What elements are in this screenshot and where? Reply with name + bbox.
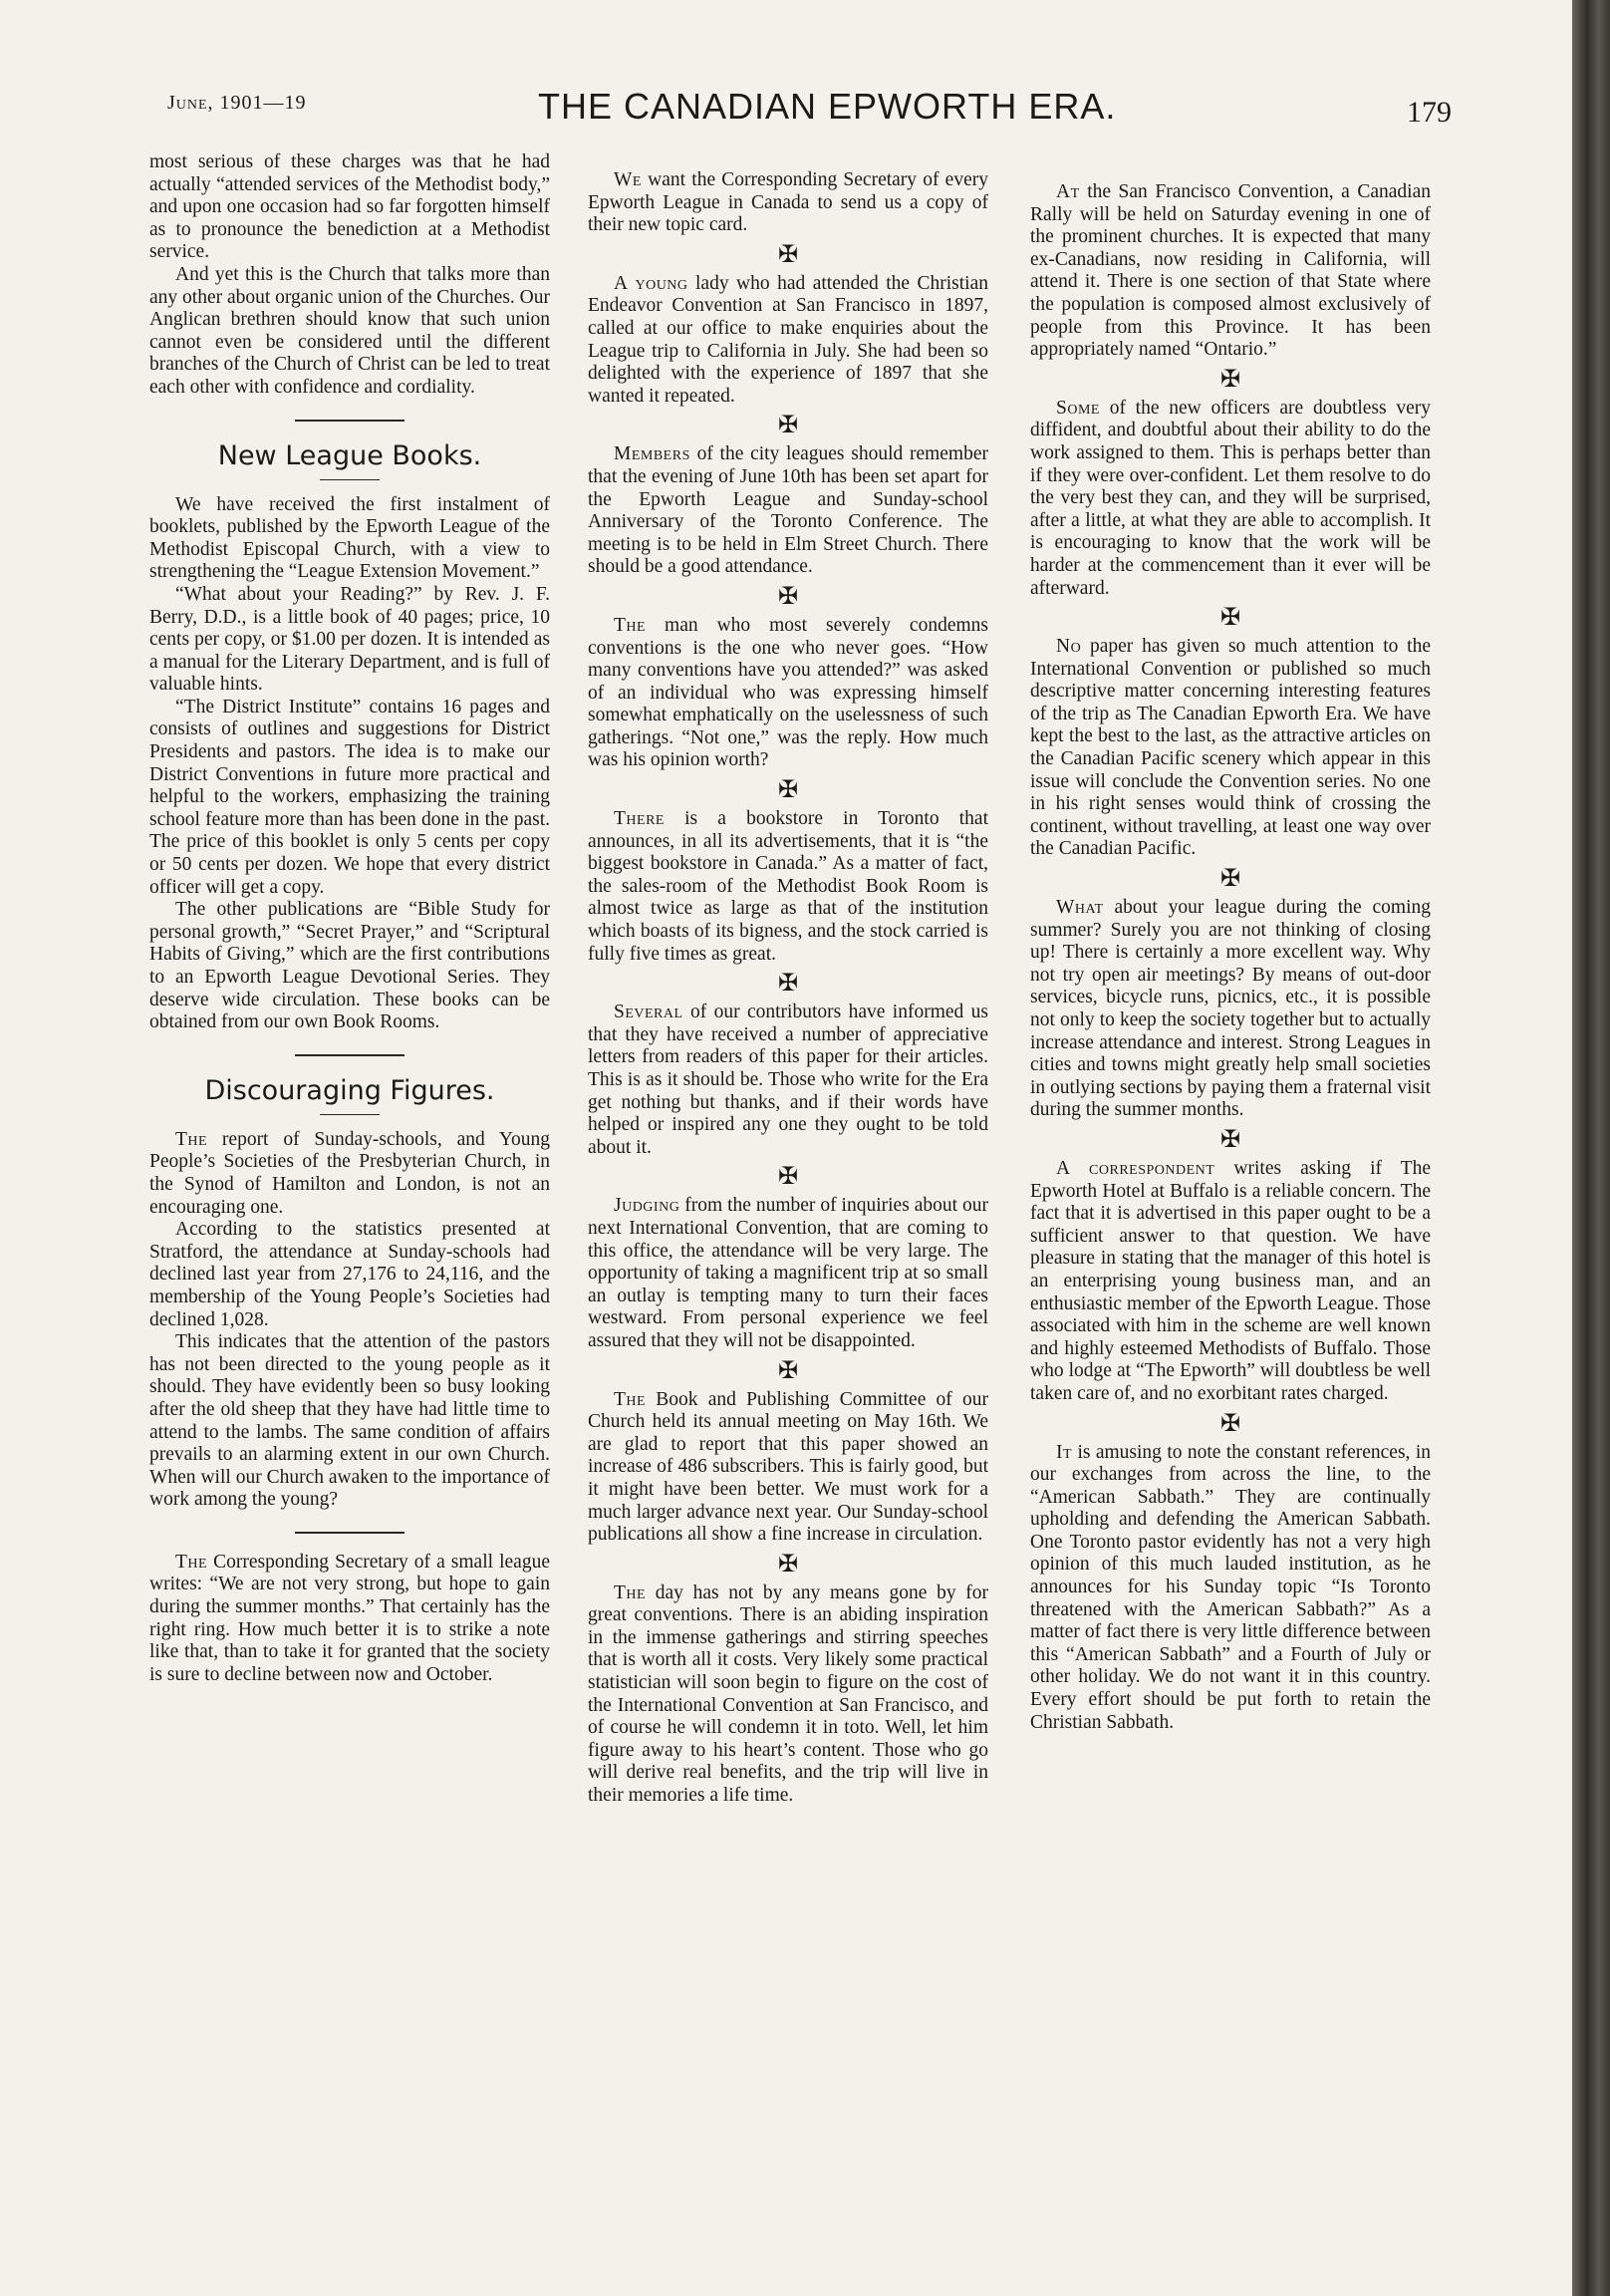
paragraph: And yet this is the Church that talks more than any other about organic union of the Churches. Our Anglican brethren should know that such union cannot even be considered until the different branches of the Church of Christ can be led to treat each other with confidence and cordiality. (149, 263, 550, 398)
paragraph (588, 273, 988, 409)
lead-word: The (175, 1551, 208, 1573)
ornament-icon: ✠ (1219, 1126, 1241, 1153)
lead-word: There (614, 808, 665, 830)
ornament-icon: ✠ (777, 777, 799, 804)
section-divider (295, 420, 404, 422)
paragraph-text: paper has given so much attention to the International Convention or published so much descriptive matter concerning interesting features of the trip as The Canadian Epworth Era. We have kept the best to the last, as the attractive articles on the Canadian Pacific scenery which appear in this issue will conclude the Convention series. No one in his right senses would think of crossing the continent, without travelling, at least one way over the Canadian Pacific. (1030, 636, 1431, 860)
lead-word: Members (614, 443, 690, 465)
lead-word: What (1056, 897, 1104, 919)
ornament-icon: ✠ (777, 1357, 799, 1384)
column-1 (149, 151, 550, 1686)
paragraph-text: the San Francisco Convention, a Canadian Rally will be held on Saturday evening in one of the prominent churches. It is expected that many ex-Canadians, now residing in California, will attend it. There is one section of that State where the population is composed almost exclusively of people from this Province. It has been appropriately named “Ontario.” (1030, 181, 1431, 361)
paragraph (1030, 1442, 1431, 1735)
paragraph-text: day has not by any means gone by for great conventions. There is an abiding inspiration in the immense gatherings and stirring speeches that is worth all it costs. Very likely some practical statistician will soon begin to figure on the cost of the International Convention at San Francisco, and of course he will condemn it in toto. Well, let him figure away to his heart’s content. Those who go will derive real benefits, and the trip will live in their memories a life time. (588, 1581, 988, 1807)
paragraph: The other publications are “Bible Study for personal growth,” “Secret Prayer,” and “Scriptural Habits of Giving,” which are the first contributions to an Epworth League Devotional Series. They deserve wide circulation. These books can be obtained from our own Book Rooms. (149, 899, 550, 1033)
ornament-icon: ✠ (777, 1164, 799, 1191)
issue-date: June, 1901—19 (167, 92, 307, 114)
paragraph (588, 1389, 988, 1547)
lead-word: It (1056, 1441, 1073, 1463)
ornament-icon: ✠ (777, 413, 799, 439)
paragraph-text: man who most severely condemns conventions is the one who never goes. “How many conventions have you attended?” was asked of an individual who was expressing himself somewhat emphatically on the uselessness of such gatherings. “Not one,” was the reply. How much was his opinion worth? (588, 614, 988, 771)
paragraph: “What about your Reading?” by Rev. J. F. Berry, D.D., is a little book of 40 pages; price, 10 cents per copy, or $1.00 per dozen. It is intended as a manual for the Literary Department, and is full of valuable hints. (149, 583, 550, 696)
paragraph-text: lady who had attended the Christian Endeavor Convention at San Francisco in 1897, called at our office to make enquiries about the League trip to California in July. She had been so delighted with the experience of 1897 that she wanted it repeated. (588, 272, 988, 407)
lead-word: The (614, 1581, 647, 1603)
paragraph-text: of the city leagues should remember that the evening of June 10th has been set apart for the Epworth League and Sunday-school Anniversary of the Toronto Conference. The meeting is to be held in Elm Street Church. There should be a good attendance. (588, 443, 988, 578)
lead-word: The (614, 1388, 647, 1410)
column-2 (588, 169, 988, 1808)
lead-word: At (1056, 181, 1080, 202)
paragraph: most serious of these charges was that he had actually “attended services of the Methodist body,” and upon one occasion had so far forgotten himself as to pronounce the benediction at a Methodist service. (149, 151, 550, 263)
paragraph (149, 1552, 550, 1687)
paragraph-text: of the new officers are doubtless very diffident, and doubtful about their ability to do the work assigned to them. This is perhaps better than if they were over-confident. Let them resolve to do the very best they can, and they will be surprised, after a little, at what they are able to accomplish. It is encouraging to know that the work will be harder at the commencement than it ever will be afterward. (1030, 397, 1431, 599)
paragraph-text: is amusing to note the constant references, in our exchanges from across the line, to the “American Sabbath.” They are continually upholding and defending the American Sabbath. One Toronto pastor evidently has not a very high opinion of this much lauded institution, as he announces for his Sunday topic “Is Toronto threatened with the American Sabbath?” As a matter of fact there is very little difference between this “American Sabbath” and a Fourth of July or other holiday. We do not want it in this country. Every effort should be put forth to retain the Christian Sabbath. (1030, 1441, 1431, 1733)
paragraph-text: Book and Publishing Committee of our Church held its annual meeting on May 16th. We are glad to report that this paper showed an increase of 486 subscribers. This is fairly good, but it might have been better. We must work for a much larger advance next year. Our Sunday-school publications all show a fine increase in circulation. (588, 1388, 988, 1546)
ornament-icon: ✠ (777, 971, 799, 998)
lead-word: We (614, 169, 642, 190)
paragraph-text: report of Sunday-schools, and Young People’s Societies of the Presbyterian Church, in the Synod of Hamilton and London, is not an encouraging one. (149, 1128, 550, 1218)
paragraph (588, 169, 988, 237)
paragraph (1030, 636, 1431, 861)
ornament-icon: ✠ (1219, 866, 1241, 893)
section-heading-new-league-books: New League Books. (217, 439, 482, 471)
paragraph (1030, 1158, 1431, 1406)
page-number: 179 (1407, 96, 1452, 129)
paragraph (1030, 398, 1431, 600)
page-header (0, 86, 1572, 145)
paragraph-text: want the Corresponding Secretary of every Epworth League in Canada to send us a copy of their new topic card. (588, 169, 988, 236)
lead-word: No (1056, 636, 1082, 658)
paragraph (588, 1582, 988, 1808)
paragraph: This indicates that the attention of the pastors has not been directed to the young people as it should. They have evidently been so busy looking after the old sheep that they have had little time to attend to the lambs. The same condition of affairs prevails to an alarming extent in our own Church. When will our Church awaken to the importance of work among the young? (149, 1331, 550, 1511)
lead-word: A correspondent (1056, 1157, 1215, 1179)
paragraph-text: is a bookstore in Toronto that announces, in all its advertisements, that it is “the biggest bookstore in Canada.” As a matter of fact, the sales-room of the Methodist Book Room is almost twice as large as that of the institution which boasts of its bigness, and the stock carried is fully five times as great. (588, 808, 988, 965)
paragraph-text: Corresponding Secretary of a small league writes: “We are not very strong, but hope to gain during the summer months.” That certainly has the right ring. How much better it is to strike a note like that, than to take it for granted that the society is sure to decline between now and October. (149, 1551, 550, 1685)
ornament-icon: ✠ (777, 241, 799, 268)
heading-rule (320, 479, 380, 480)
paragraph: According to the statistics presented at Stratford, the attendance at Sunday-schools had declined last year from 27,176 to 24,116, and the membership of the Young People’s Societies had declined 1,028. (149, 1219, 550, 1330)
lead-word: Judging (614, 1195, 680, 1217)
paragraph (1030, 897, 1431, 1122)
paragraph (588, 1002, 988, 1159)
lead-word: Several (614, 1002, 683, 1023)
lead-word: A young (614, 272, 688, 294)
ornament-icon: ✠ (1219, 366, 1241, 393)
paragraph (149, 1129, 550, 1219)
paragraph: We have received the first instalment of booklets, published by the Epworth League of the Methodist Episcopal Church, with a view to strengthening the “League Extension Movement.” (149, 493, 550, 583)
section-divider (295, 1054, 404, 1056)
paragraph-text: of our contributors have informed us that they have received a number of appreciative letters from readers of this paper for their articles. This is as it should be. Those who write for the Era get nothing but thanks, and if their words have helped or inspired any one they ought to be told about it. (588, 1002, 988, 1158)
column-3 (1030, 181, 1431, 1734)
magazine-title: THE CANADIAN EPWORTH ERA. (538, 86, 1117, 127)
paragraph (1030, 181, 1431, 362)
section-divider (295, 1532, 404, 1534)
paragraph (588, 808, 988, 966)
paragraph (588, 1195, 988, 1352)
ornament-icon: ✠ (777, 583, 799, 610)
paragraph (588, 615, 988, 772)
lead-word: Some (1056, 397, 1100, 419)
ornament-icon: ✠ (1219, 605, 1241, 632)
ornament-icon: ✠ (777, 1551, 799, 1578)
paragraph (588, 443, 988, 579)
paragraph-text: from the number of inquiries about our next International Convention, that are coming to this office, the attendance will be very large. The opportunity of taking a magnificent trip at so small an outlay is tempting many to turn their faces westward. From personal experience we feel assured that they will not be disappointed. (588, 1195, 988, 1351)
heading-rule (320, 1114, 380, 1115)
book-spine (1572, 0, 1610, 2296)
paragraph-text: about your league during the coming summer? Surely you are not thinking of closing up! There is certainly a more excellent way. Why not try open air meetings? By means of out-door services, bicycle runs, picnics, etc., it is possible not only to keep the society together but to actually increase attendance and interest. Strong Leagues in cities and towns might greatly help small societies in outlying sections by paying them a fraternal visit during the summer months. (1030, 897, 1431, 1121)
section-heading-discouraging-figures: Discouraging Figures. (204, 1074, 495, 1106)
ornament-icon: ✠ (1219, 1410, 1241, 1437)
lead-word: The (175, 1128, 208, 1150)
lead-word: The (614, 614, 647, 636)
paragraph-text: writes asking if The Epworth Hotel at Buffalo is a reliable concern. The fact that it is advertised in this paper ought to be a sufficient answer to that question. We have pleasure in stating that the manager of this hotel is an enterprising young business man, and an enthusiastic member of the Epworth League. Those associated with him in the scheme are well known and highly esteemed Methodists of Buffalo. Those who lodge at “The Epworth” will doubtless be well taken care of, and no exorbitant rates charged. (1030, 1157, 1431, 1404)
paragraph: “The District Institute” contains 16 pages and consists of outlines and suggestions for District Presidents and pastors. The idea is to make our District Conventions in future more practical and helpful to the workers, emphasizing the training school feature more than has been done in the past. The price of this booklet is only 5 cents per copy or 50 cents per dozen. We hope that every district officer will get a copy. (149, 696, 550, 898)
